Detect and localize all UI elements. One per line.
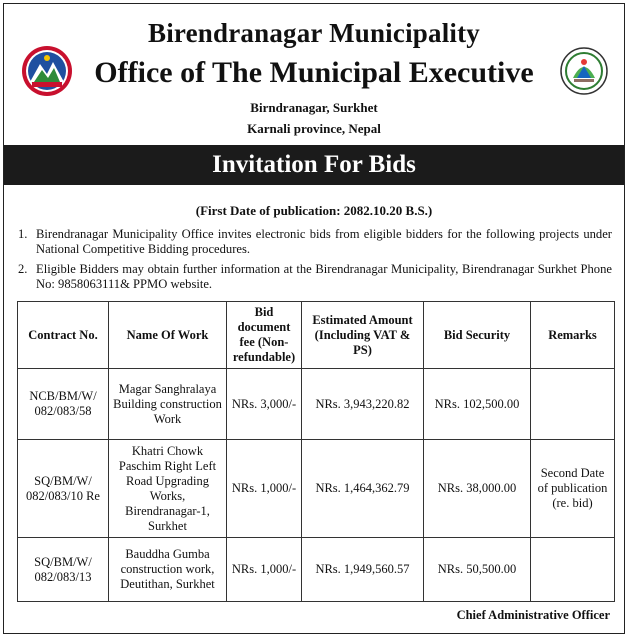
office-title: Office of The Municipal Executive <box>94 56 534 89</box>
bids-table-wrapper <box>17 301 614 602</box>
cell-name-of-work: Khatri Chowk Paschim Right Left Road Upgrading Works, Birendranagar-1, Surkhet <box>109 440 227 538</box>
cell-remarks <box>531 369 615 440</box>
table-header-row <box>18 302 615 369</box>
invitation-banner: Invitation For Bids <box>4 145 624 185</box>
header-remarks: Remarks <box>531 302 615 369</box>
municipality-logo-icon <box>559 44 609 98</box>
header-estimated-amount: Estimated Amount (Including VAT & PS) <box>302 302 424 369</box>
location-line: Birndranagar, Surkhet <box>250 100 378 115</box>
publication-date: (First Date of publication: 2082.10.20 B.S.) <box>195 203 433 218</box>
table-row <box>18 538 615 602</box>
cell-contract-no: SQ/BM/W/ 082/083/10 Re <box>18 440 109 538</box>
bids-table <box>17 301 615 602</box>
cell-remarks: Second Date of publication (re. bid) <box>531 440 615 538</box>
table-row <box>18 440 615 538</box>
cell-estimated-amount: NRs. 1,949,560.57 <box>302 538 424 602</box>
table-row <box>18 369 615 440</box>
cell-bid-security: NRs. 50,500.00 <box>424 538 531 602</box>
cell-bid-fee: NRs. 3,000/- <box>227 369 302 440</box>
cell-contract-no: NCB/BM/W/ 082/083/58 <box>18 369 109 440</box>
list-item <box>18 262 612 292</box>
municipality-title: Birendranagar Municipality <box>148 18 480 48</box>
item-number: 2. <box>18 262 28 276</box>
item-text: Eligible Bidders may obtain further information at the Birendranagar Municipality, Birendranagar Surkhet Phone No: 9858063111& PPMO website. <box>36 262 612 291</box>
cell-bid-security: NRs. 38,000.00 <box>424 440 531 538</box>
header-contract-no: Contract No. <box>18 302 109 369</box>
cell-bid-security: NRs. 102,500.00 <box>424 369 531 440</box>
header <box>4 4 624 178</box>
cell-estimated-amount: NRs. 1,464,362.79 <box>302 440 424 538</box>
signatory: Chief Administrative Officer <box>456 608 610 622</box>
item-text: Birendranagar Municipality Office invites electronic bids from eligible bidders for the following projects under National Competitive Bidding procedures. <box>36 227 612 256</box>
header-bid-security: Bid Security <box>424 302 531 369</box>
header-name-of-work: Name Of Work <box>109 302 227 369</box>
cell-remarks <box>531 538 615 602</box>
province-line: Karnali province, Nepal <box>247 121 381 136</box>
notice-items <box>18 227 612 297</box>
list-item <box>18 227 612 257</box>
cell-name-of-work: Bauddha Gumba construction work, Deutithan, Surkhet <box>109 538 227 602</box>
cell-contract-no: SQ/BM/W/ 082/083/13 <box>18 538 109 602</box>
cell-bid-fee: NRs. 1,000/- <box>227 538 302 602</box>
notice-page <box>3 3 625 634</box>
cell-estimated-amount: NRs. 3,943,220.82 <box>302 369 424 440</box>
item-number: 1. <box>18 227 28 241</box>
cell-bid-fee: NRs. 1,000/- <box>227 440 302 538</box>
cell-name-of-work: Magar Sanghralaya Building construction Work <box>109 369 227 440</box>
header-bid-document-fee: Bid document fee (Non-refundable) <box>227 302 302 369</box>
